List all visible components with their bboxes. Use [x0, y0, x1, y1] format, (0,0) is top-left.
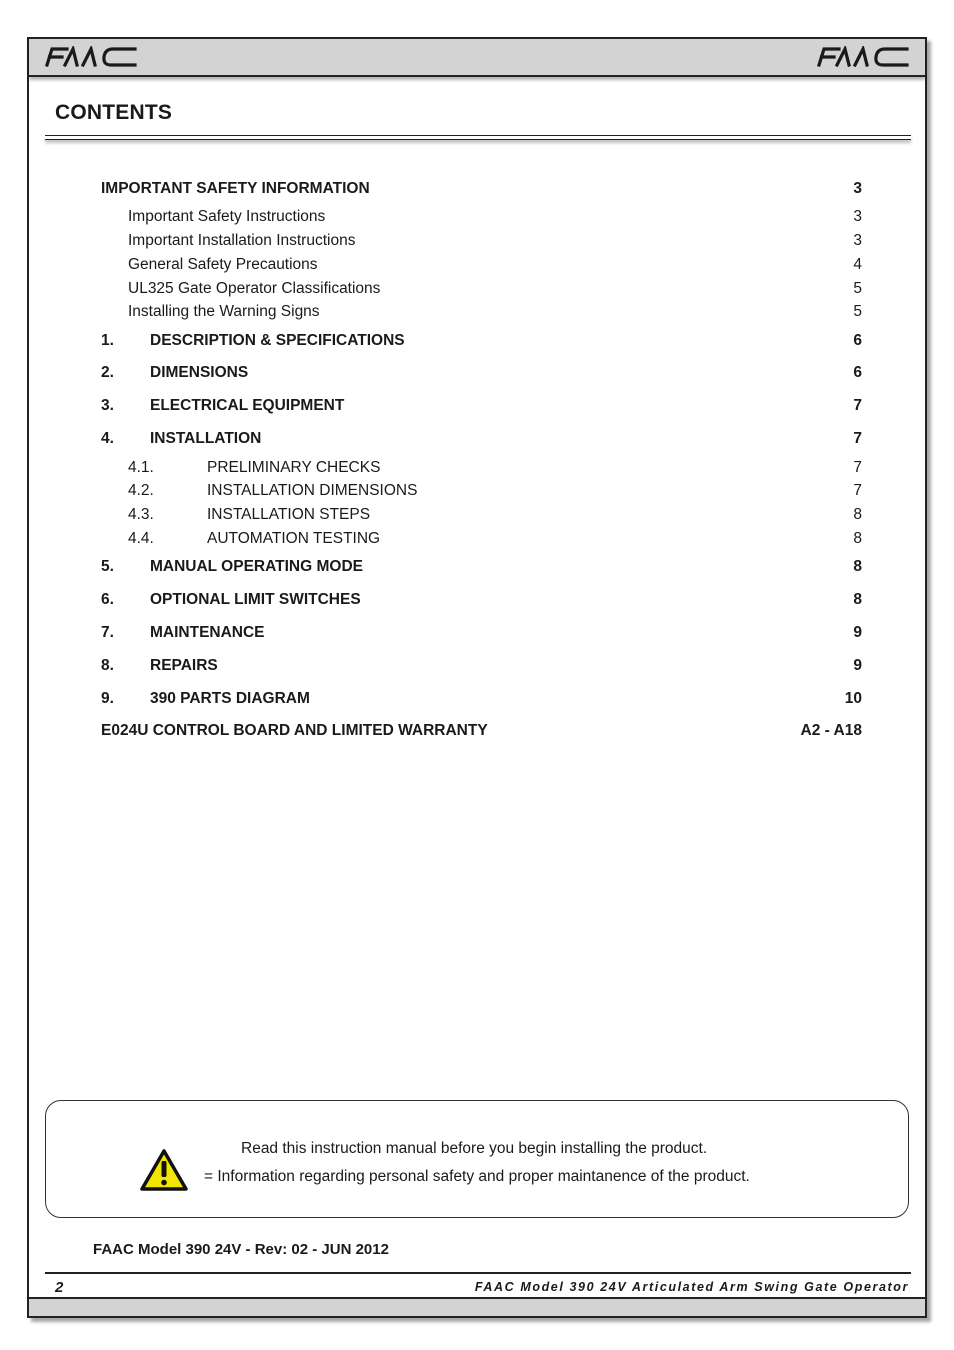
- toc-subentry[interactable]: [101, 207, 862, 227]
- toc-subentry[interactable]: [101, 302, 862, 322]
- toc-page: 9: [853, 657, 862, 674]
- toc-entry-appendix[interactable]: [101, 721, 862, 741]
- warning-triangle-icon: [140, 1149, 188, 1196]
- toc-entry-section-9[interactable]: [101, 689, 862, 709]
- toc-label: UL325 Gate Operator Classifications: [128, 280, 381, 297]
- footer-divider: [45, 1272, 911, 1274]
- toc-subsection-4-1[interactable]: [101, 458, 862, 478]
- toc-subentry[interactable]: [101, 231, 862, 251]
- notice-text-symbol-meaning: = Information regarding personal safety and proper maintanence of the product.: [204, 1168, 750, 1185]
- header-bar: [29, 39, 925, 77]
- toc-page: 6: [853, 364, 862, 381]
- toc-subsection-4-4[interactable]: [101, 529, 862, 549]
- toc-label: Important Installation Instructions: [128, 232, 356, 249]
- toc-entry-section-7[interactable]: [101, 623, 862, 643]
- toc-label: REPAIRS: [150, 657, 218, 674]
- notice-text-read-manual: Read this instruction manual before you begin installing the product.: [241, 1140, 708, 1157]
- toc-number: 4.2.: [128, 482, 154, 499]
- toc-label: ELECTRICAL EQUIPMENT: [150, 397, 345, 414]
- footer-bar: [29, 1297, 925, 1316]
- toc-page: 7: [853, 482, 862, 499]
- toc-label: INSTALLATION: [150, 430, 262, 447]
- faac-logo-right: [815, 46, 911, 68]
- page-number: 2: [55, 1279, 64, 1296]
- toc-subentry[interactable]: [101, 279, 862, 299]
- toc-label: INSTALLATION DIMENSIONS: [207, 482, 418, 499]
- safety-notice-box: [45, 1100, 909, 1218]
- toc-number: 1.: [101, 332, 114, 349]
- toc-page: 9: [853, 624, 862, 641]
- toc-label: MANUAL OPERATING MODE: [150, 558, 363, 575]
- toc-page: 5: [853, 303, 862, 320]
- toc-page: 8: [853, 558, 862, 575]
- toc-label: Installing the Warning Signs: [128, 303, 320, 320]
- toc-label: INSTALLATION STEPS: [207, 506, 371, 523]
- toc-page: 10: [844, 690, 862, 707]
- toc-number: 4.4.: [128, 530, 154, 547]
- toc-page: 3: [853, 208, 862, 225]
- toc-page: 7: [853, 397, 862, 414]
- toc-page: 8: [853, 591, 862, 608]
- toc-page: 6: [853, 332, 862, 349]
- toc-page: 4: [853, 256, 862, 273]
- page-title: CONTENTS: [55, 101, 173, 124]
- title-divider: [45, 135, 911, 140]
- toc-label: OPTIONAL LIMIT SWITCHES: [150, 591, 361, 608]
- toc-page: 7: [853, 430, 862, 447]
- toc-page: 7: [853, 459, 862, 476]
- toc-subsection-4-3[interactable]: [101, 505, 862, 525]
- toc-label: E024U CONTROL BOARD AND LIMITED WARRANTY: [101, 722, 488, 739]
- toc-page: 8: [853, 530, 862, 547]
- revision-label: FAAC Model 390 24V - Rev: 02 - JUN 2012: [93, 1241, 389, 1258]
- toc-label: General Safety Precautions: [128, 256, 318, 273]
- toc-number: 4.: [101, 430, 114, 447]
- toc-page: 3: [853, 232, 862, 249]
- toc-entry-section-1[interactable]: [101, 331, 862, 351]
- toc-entry-section-5[interactable]: [101, 557, 862, 577]
- footer-title: FAAC Model 390 24V Articulated Arm Swing Gate Operator: [474, 1280, 909, 1294]
- toc-number: 5.: [101, 558, 114, 575]
- toc-number: 4.3.: [128, 506, 154, 523]
- toc-entry-section-8[interactable]: [101, 656, 862, 676]
- toc-number: 7.: [101, 624, 114, 641]
- toc-entry-safety-information[interactable]: [101, 179, 862, 199]
- toc-number: 4.1.: [128, 459, 154, 476]
- toc-number: 9.: [101, 690, 114, 707]
- toc-subentry[interactable]: [101, 255, 862, 275]
- toc-label: DESCRIPTION & SPECIFICATIONS: [150, 332, 405, 349]
- toc-entry-section-6[interactable]: [101, 590, 862, 610]
- toc-label: AUTOMATION TESTING: [207, 530, 381, 547]
- toc-number: 2.: [101, 364, 114, 381]
- toc-label: PRELIMINARY CHECKS: [207, 459, 381, 476]
- toc-label: IMPORTANT SAFETY INFORMATION: [101, 180, 370, 197]
- toc-page: A2 - A18: [800, 722, 862, 739]
- toc-page: 3: [853, 180, 862, 197]
- toc-entry-section-4[interactable]: [101, 429, 862, 449]
- toc-label: MAINTENANCE: [150, 624, 265, 641]
- toc-label: 390 PARTS DIAGRAM: [150, 690, 310, 707]
- toc-number: 6.: [101, 591, 114, 608]
- faac-logo-left: [43, 46, 139, 68]
- toc-entry-section-2[interactable]: [101, 363, 862, 383]
- toc-label: Important Safety Instructions: [128, 208, 326, 225]
- toc-number: 3.: [101, 397, 114, 414]
- toc-page: 5: [853, 280, 862, 297]
- toc-page: 8: [853, 506, 862, 523]
- toc-entry-section-3[interactable]: [101, 396, 862, 416]
- toc-subsection-4-2[interactable]: [101, 481, 862, 501]
- page-frame: [27, 37, 927, 1318]
- toc-number: 8.: [101, 657, 114, 674]
- toc-label: DIMENSIONS: [150, 364, 249, 381]
